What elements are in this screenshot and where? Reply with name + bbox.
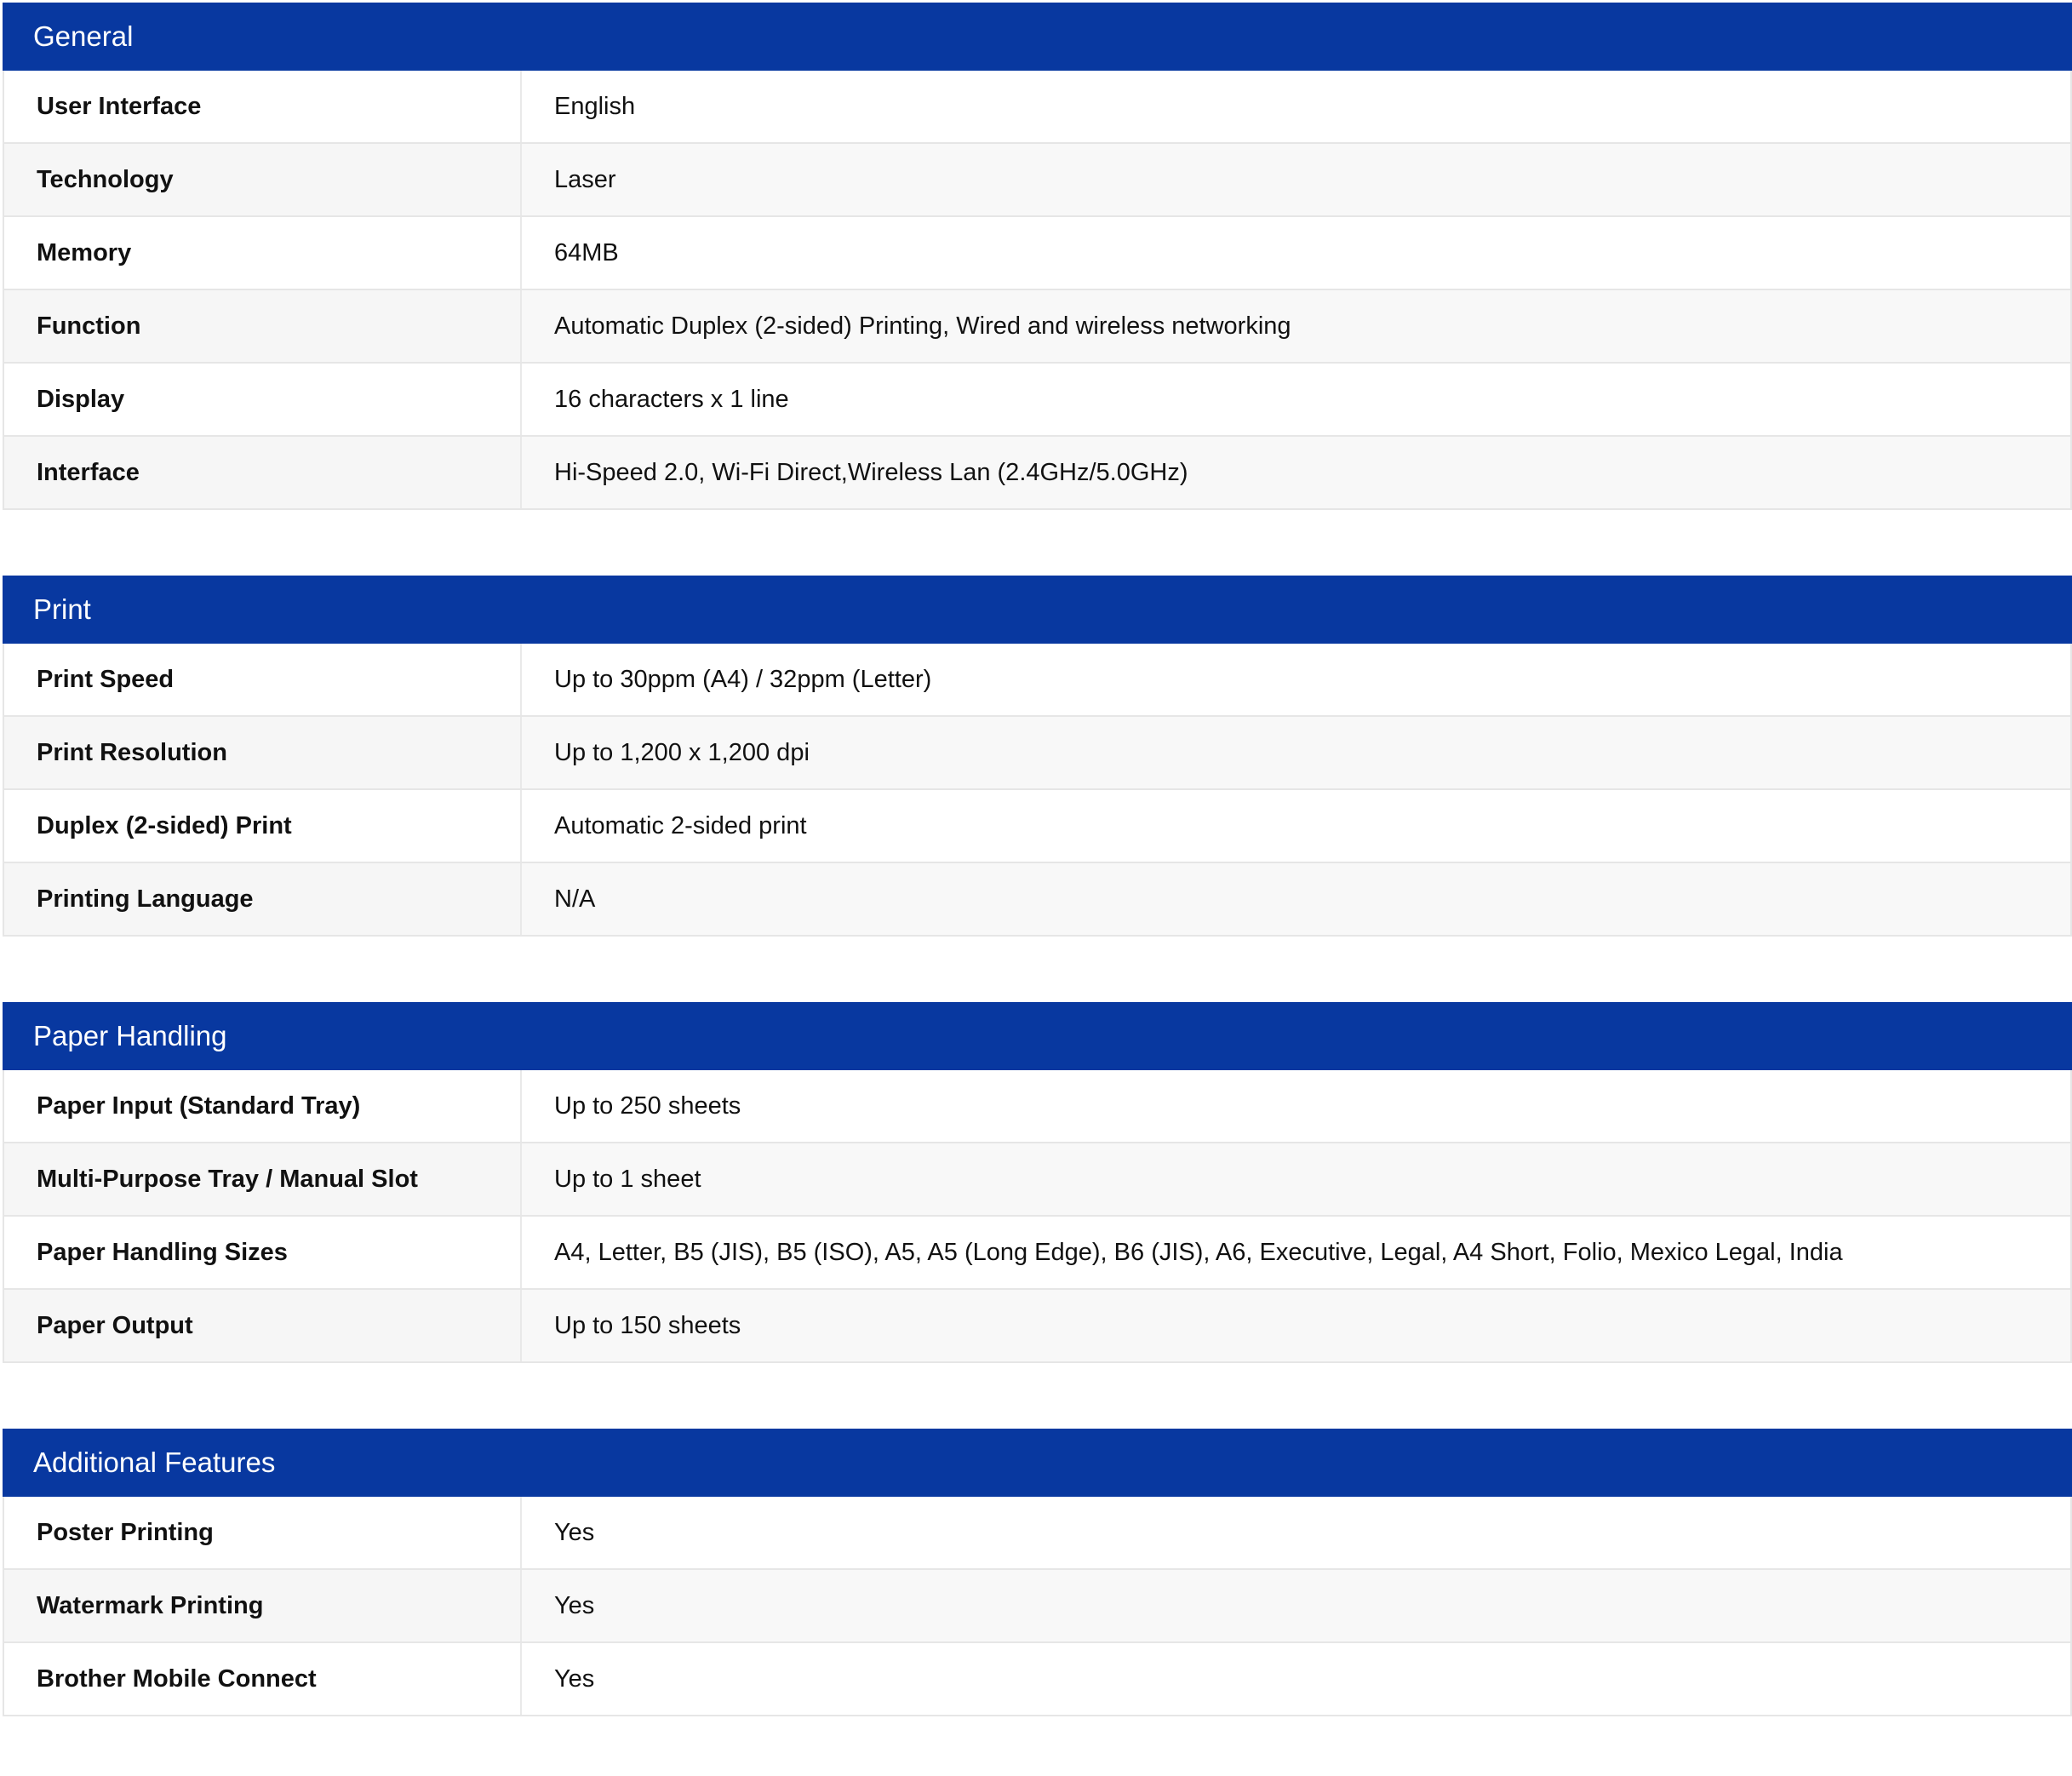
spec-value: Up to 250 sheets bbox=[554, 1092, 741, 1120]
spec-section-print bbox=[3, 576, 2072, 937]
spec-value: 16 characters x 1 line bbox=[554, 386, 789, 413]
spec-label: Memory bbox=[4, 217, 522, 289]
spec-label: Interface bbox=[4, 437, 522, 508]
spec-value: 64MB bbox=[554, 239, 619, 266]
spec-label: Multi-Purpose Tray / Manual Slot bbox=[4, 1143, 522, 1215]
table-row bbox=[4, 1070, 2070, 1143]
spec-label: Poster Printing bbox=[4, 1497, 522, 1568]
spec-label: Display bbox=[4, 364, 522, 435]
table-row bbox=[4, 717, 2070, 790]
spec-section-additional-features bbox=[3, 1429, 2072, 1716]
spec-section-paper-handling bbox=[3, 1002, 2072, 1363]
spec-label: Print Resolution bbox=[4, 717, 522, 788]
table-row bbox=[4, 1643, 2070, 1716]
spec-value: Hi-Speed 2.0, Wi-Fi Direct,Wireless Lan (2.4GHz/5.0GHz) bbox=[554, 459, 1188, 486]
spec-value: A4, Letter, B5 (JIS), B5 (ISO), A5, A5 (Long Edge), B6 (JIS), A6, Executive, Legal, A4 Short, Folio, Mexico Legal, India bbox=[554, 1239, 1843, 1266]
table-row bbox=[4, 863, 2070, 937]
spec-value: Yes bbox=[554, 1665, 595, 1693]
table-row bbox=[4, 71, 2070, 144]
spec-table-paper-handling bbox=[3, 1070, 2072, 1363]
table-row bbox=[4, 144, 2070, 217]
spec-section-general bbox=[3, 3, 2072, 510]
spec-label: Paper Output bbox=[4, 1290, 522, 1361]
spec-label: Paper Handling Sizes bbox=[4, 1217, 522, 1288]
table-row bbox=[4, 1570, 2070, 1643]
spec-value: Up to 1 sheet bbox=[554, 1166, 701, 1193]
table-row bbox=[4, 364, 2070, 437]
section-header-print: Print bbox=[3, 576, 2072, 644]
table-row bbox=[4, 644, 2070, 717]
spec-value: English bbox=[554, 93, 636, 120]
table-row bbox=[4, 790, 2070, 863]
table-row bbox=[4, 290, 2070, 364]
spec-label: Watermark Printing bbox=[4, 1570, 522, 1641]
spec-label: Printing Language bbox=[4, 863, 522, 935]
spec-value: Up to 150 sheets bbox=[554, 1312, 741, 1339]
spec-label: Technology bbox=[4, 144, 522, 215]
table-row bbox=[4, 437, 2070, 510]
spec-label: Print Speed bbox=[4, 644, 522, 715]
spec-value: Yes bbox=[554, 1519, 595, 1546]
table-row bbox=[4, 1143, 2070, 1217]
table-row bbox=[4, 1217, 2070, 1290]
spec-value: N/A bbox=[554, 885, 596, 913]
table-row bbox=[4, 1497, 2070, 1570]
spec-label: Function bbox=[4, 290, 522, 362]
section-header-additional-features: Additional Features bbox=[3, 1429, 2072, 1497]
spec-table-general bbox=[3, 71, 2072, 510]
spec-table-print bbox=[3, 644, 2072, 937]
spec-label: Paper Input (Standard Tray) bbox=[4, 1070, 522, 1142]
section-header-paper-handling: Paper Handling bbox=[3, 1002, 2072, 1070]
spec-label: Brother Mobile Connect bbox=[4, 1643, 522, 1715]
spec-value: Up to 1,200 x 1,200 dpi bbox=[554, 739, 810, 766]
spec-value: Up to 30ppm (A4) / 32ppm (Letter) bbox=[554, 666, 932, 693]
spec-label: Duplex (2-sided) Print bbox=[4, 790, 522, 862]
table-row bbox=[4, 1290, 2070, 1363]
spec-value: Automatic Duplex (2-sided) Printing, Wired and wireless networking bbox=[554, 312, 1291, 340]
spec-value: Laser bbox=[554, 166, 616, 193]
spec-value: Yes bbox=[554, 1592, 595, 1619]
section-header-general: General bbox=[3, 3, 2072, 71]
table-row bbox=[4, 217, 2070, 290]
spec-label: User Interface bbox=[4, 71, 522, 142]
spec-value: Automatic 2-sided print bbox=[554, 812, 807, 839]
spec-table-additional-features bbox=[3, 1497, 2072, 1716]
